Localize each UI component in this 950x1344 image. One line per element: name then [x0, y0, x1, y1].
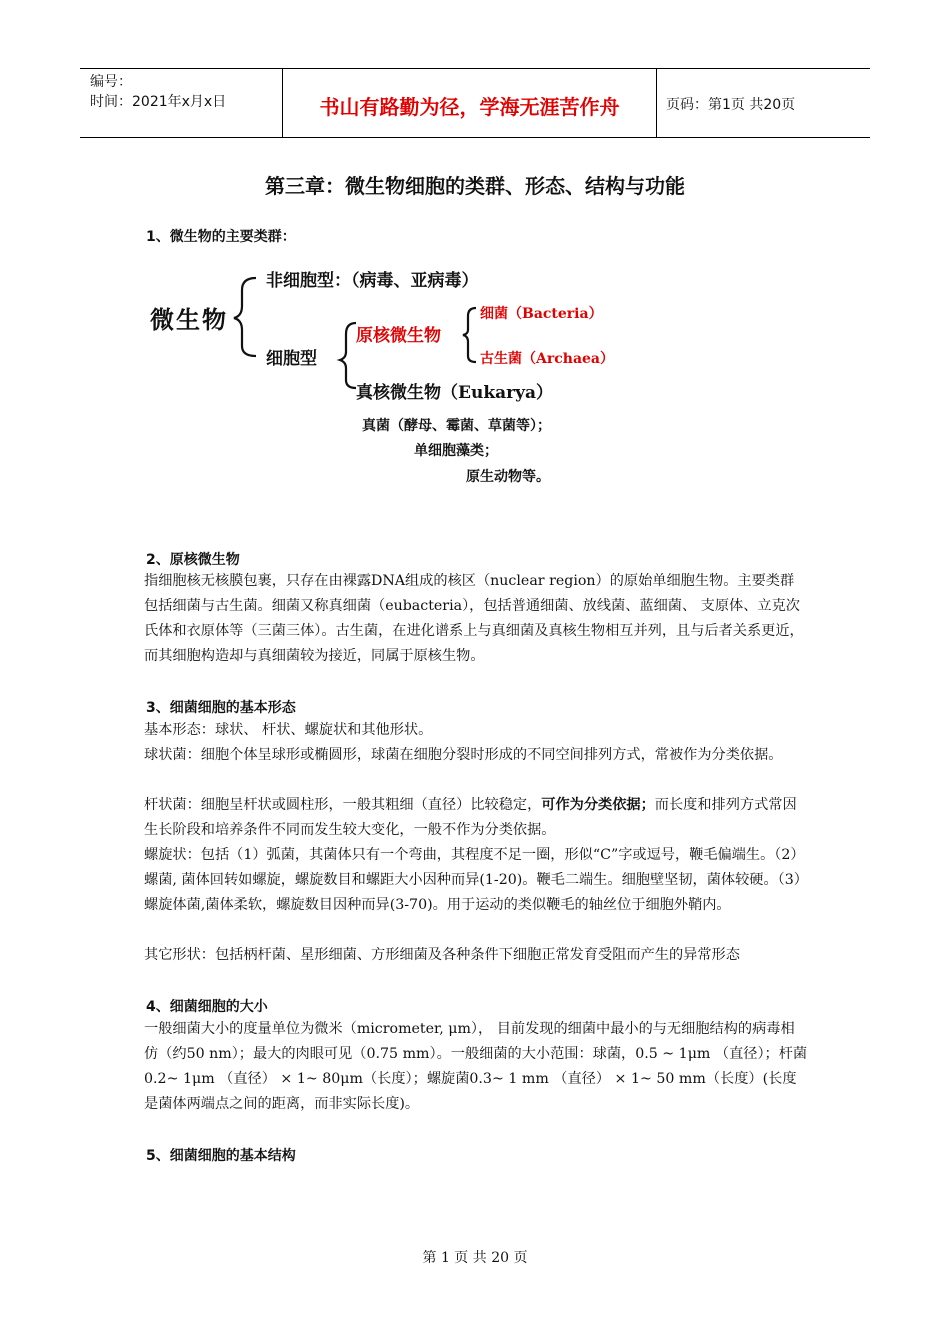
diagram-algae: 单细胞藻类；	[414, 443, 498, 459]
section-3-p3-a: 杆状菌：细胞呈杆状或圆柱形，一般其粗细（直径）比较稳定，	[144, 797, 542, 813]
section-3-p1: 基本形态：球状、 杆状、螺旋状和其他形状。	[144, 722, 433, 738]
diagram-cellular: 细胞型	[266, 349, 317, 369]
diagram-non-cellular: 非细胞型：（病毒、亚病毒）	[266, 271, 479, 291]
section-2-heading: 2、原核微生物	[146, 552, 240, 568]
page-footer: 第 1 页 共 20 页	[422, 1250, 528, 1266]
diagram-eukaryote: 真核微生物（Eukarya）	[356, 383, 553, 403]
section-5-heading: 5、细菌细胞的基本结构	[146, 1148, 296, 1164]
classification-diagram	[144, 258, 644, 498]
section-4-heading: 4、细菌细胞的大小	[146, 999, 268, 1015]
section-2-text: 指细胞核无核膜包裹，只存在由裸露DNA组成的核区（nuclear region）的原始单细胞生物。主要类群包括细菌与古生菌。细菌又称真细菌（eubacteria），包括普通细菌、放线菌、蓝细菌、 支原体、立克次氏体和衣原体等（三菌三体）。古生菌，在进化谱系上与真细菌及真核生物相互并列，且与后者关系更近，而其细胞构造却与真细菌较为接近，同属于原核生物。	[144, 573, 804, 664]
section-3-p3-c: 而长度和排列方式常因生长阶段和培养条件不同而发生较大变化，一般不作为分类依据。	[144, 797, 797, 838]
page-header	[80, 68, 870, 138]
diagram-fungi: 真菌（酵母、霉菌、草菌等）；	[362, 418, 551, 434]
section-1-heading: 1、微生物的主要类群：	[146, 229, 296, 245]
diagram-root: 微生物	[150, 305, 228, 334]
diagram-bacteria: 细菌（Bacteria）	[480, 306, 603, 322]
section-4-text: 一般细菌大小的度量单位为微米（micrometer, μm）， 目前发现的细菌中最小的与无细胞结构的病毒相仿（约50 nm）；最大的肉眼可见（0.75 mm）。一般细菌的大小范围：球菌，0.5 ~ 1μm （直径）；杆菌0.2~ 1μm （直径） × 1~ 80μm（长度）；螺旋菌0.3~ 1 mm （直径） × 1~ 50 mm（长度）(长度是菌体两端点之间的距离，而非实际长度)。	[144, 1021, 808, 1112]
section-3-p3-bold: 可作为分类依据；	[541, 797, 655, 813]
header-motto: 书山有路勤为径，学海无涯苦作舟	[319, 95, 620, 119]
doc-number-label: 编号：	[90, 74, 132, 90]
header-page-info: 页码：第1页 共20页	[666, 97, 796, 113]
section-3-p4: 螺旋状：包括（1）弧菌，其菌体只有一个弯曲，其程度不足一圈，形似“C”字或逗号，鞭毛偏端生。（2）螺菌, 菌体回转如螺旋，螺旋数目和螺距大小因种而异(1-20)。鞭毛二端生。细胞壁坚韧，菌体较硬。（3）螺旋体菌,菌体柔软，螺旋数目因种而异(3-70)。用于运动的类似鞭毛的轴丝位于细胞外鞘内。	[144, 847, 808, 913]
diagram-prokaryote: 原核微生物	[356, 326, 441, 346]
diagram-archaea: 古生菌（Archaea）	[480, 351, 614, 367]
chapter-title: 第三章：微生物细胞的类群、形态、结构与功能	[265, 174, 685, 198]
section-3-p3	[144, 793, 808, 843]
header-motto-cell	[282, 69, 657, 137]
cellular-brace	[340, 323, 356, 388]
doc-time-label: 时间：2021年x月x日	[90, 94, 227, 110]
section-3-p5: 其它形状：包括柄杆菌、星形细菌、方形细菌及各种条件下细胞正常发育受阻而产生的异常形态	[144, 947, 740, 963]
section-3-p2: 球状菌：细胞个体呈球形或椭圆形，球菌在细胞分裂时形成的不同空间排列方式，常被作为分类依据。	[144, 747, 783, 763]
section-3-heading: 3、细菌细胞的基本形态	[146, 700, 296, 716]
diagram-protozoa: 原生动物等。	[466, 469, 550, 485]
main-brace	[234, 278, 256, 356]
prokaryote-brace	[463, 308, 476, 362]
header-meta-cell	[80, 69, 282, 137]
header-page-cell	[656, 69, 870, 137]
